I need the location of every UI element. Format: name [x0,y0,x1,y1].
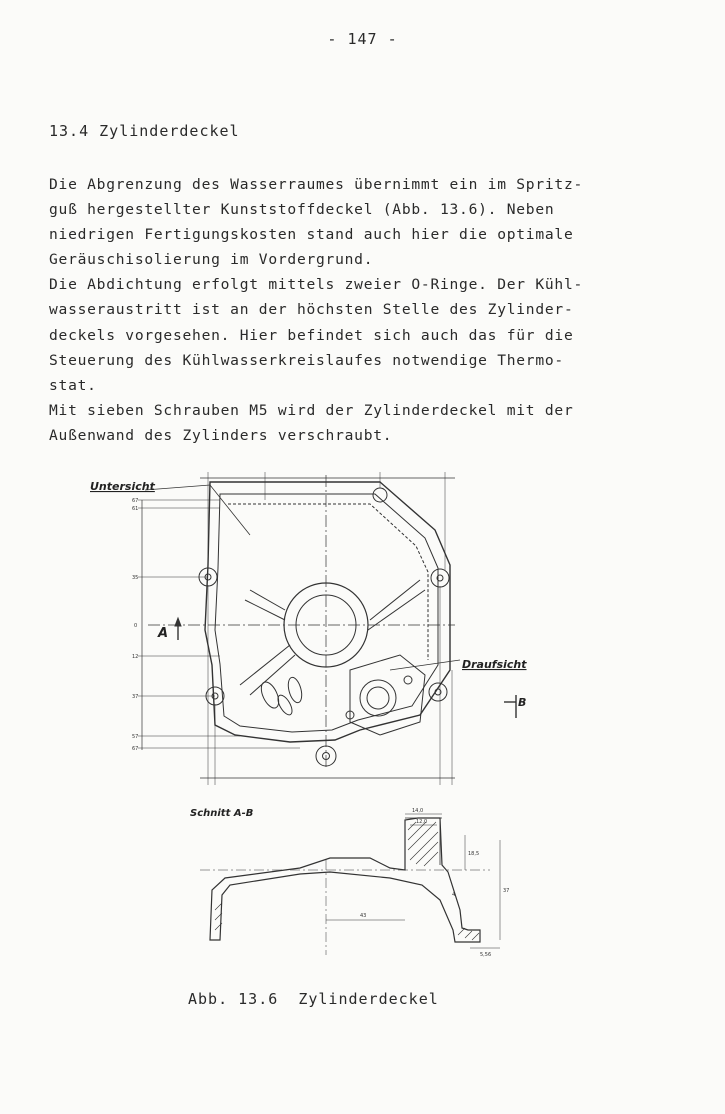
body-line: guß hergestellter Kunststoffdeckel (Abb. 13.6). Neben [49,201,555,219]
body-line: Steuerung des Kühlwasserkreislaufes notwendige Thermo- [49,351,564,369]
dim-label: 61 [132,506,139,512]
section-view [200,814,500,955]
dim-label: 67 [132,498,139,504]
section-heading: 13.4 Zylinderdeckel [49,122,240,140]
dim-label: 57 [132,734,139,740]
label-draufsicht: Draufsicht [462,658,527,671]
screw-boss [373,488,387,502]
dim-label: 35 [132,575,139,581]
label-section-a: A [158,626,169,641]
section-profile [210,818,480,942]
body-line: Die Abgrenzung des Wasserraumes übernimmt ein im Spritz- [49,176,584,193]
label-section-b: B [518,696,527,709]
cylinder-cover-drawing [60,460,580,980]
body-line: stat. [49,376,97,394]
body-line: Mit sieben Schrauben M5 wird der Zylinderdeckel mit der [49,401,574,419]
dim-label: 12 [132,654,139,660]
body-line: deckels vorgesehen. Hier befindet sich auch das für die [49,326,574,344]
label-untersicht: Untersicht [90,480,155,493]
screw-boss [431,569,449,587]
dim-label: 67 [132,746,139,752]
dim-label: 18,5 [468,851,480,857]
body-line: wasseraustritt ist an der höchsten Stelle des Zylinder- [49,301,574,319]
dim-label: 37 [503,888,510,894]
dim-label: 37 [132,694,139,700]
body-line: Geräuschisolierung im Vordergrund. [49,251,374,269]
technical-drawing [60,460,580,980]
body-line: Außenwand des Zylinders verschraubt. [49,426,393,444]
dim-label: 14,0 [412,808,424,814]
dim-label: 12,0 [416,819,428,825]
screw-boss [429,683,447,701]
dim-label: 4 [452,892,456,898]
cover-inner-outline [215,494,438,732]
body-line: Die Abdichtung erfolgt mittels zweier O-Ringe. Der Kühl- [49,276,584,294]
page-number: - 147 - [327,30,398,48]
dim-label: 43 [360,913,367,919]
label-schnitt: Schnitt A-B [190,808,254,819]
body-line: niedrigen Fertigungskosten stand auch hier die optimale [49,226,574,244]
figure-caption: Abb. 13.6 Zylinderdeckel [188,990,439,1008]
body-text [49,172,689,448]
cover-outline [205,482,450,742]
dim-label: 0 [134,623,138,629]
dim-label: 5,56 [480,952,492,958]
